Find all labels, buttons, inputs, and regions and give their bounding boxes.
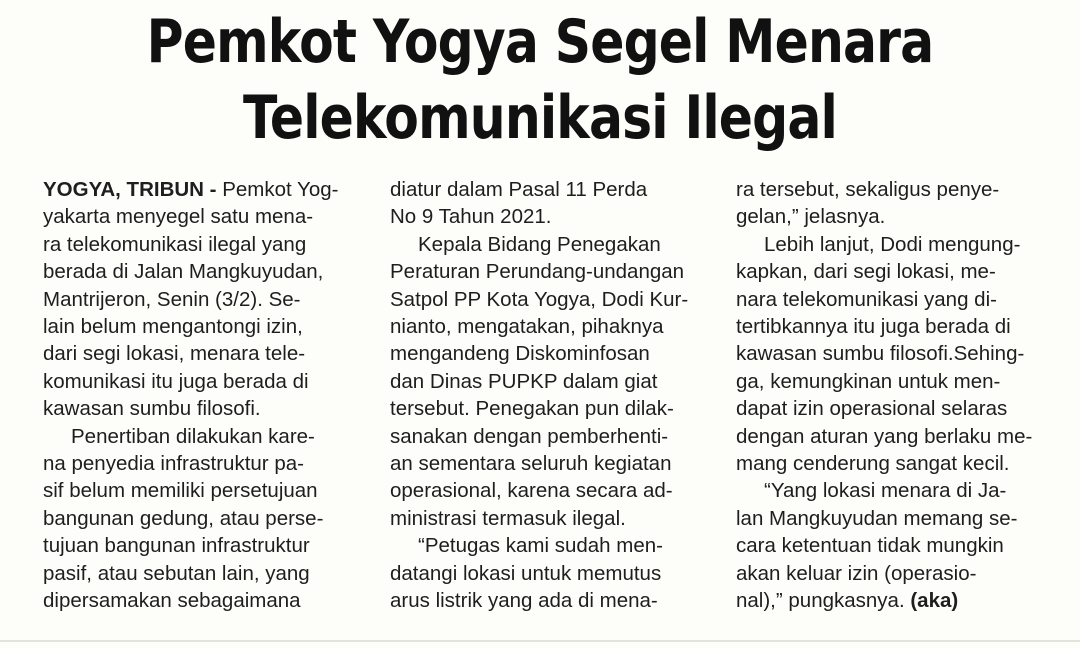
article-line: kapkan, dari segi lokasi, me-: [736, 260, 996, 284]
article-line: dan Dinas PUPKP dalam giat: [390, 369, 658, 393]
article-line: diatur dalam Pasal 11 Perda: [390, 178, 648, 201]
article-line: lain belum mengantongi izin,: [43, 315, 303, 339]
author-byline: (aka): [910, 589, 959, 613]
article-line: na penyedia infrastruktur pa-: [43, 452, 304, 476]
article-line-text: Penertiban dilakukan kare-: [71, 424, 315, 448]
article-line: bangunan gedung, atau perse-: [43, 506, 324, 530]
article-line: mengandeng Diskominfosan: [390, 342, 650, 366]
article-line: operasional, karena secara ad-: [390, 479, 673, 503]
article-line: mang cenderung sangat kecil.: [736, 452, 1010, 476]
article-line: tersebut. Penegakan pun dilak-: [390, 397, 674, 421]
article-line: an sementara seluruh kegiatan: [390, 452, 672, 476]
clipping-edge: [0, 640, 1080, 642]
article-line: berada di Jalan Mangkuyudan,: [43, 260, 324, 284]
article-line: ra telekomunikasi ilegal yang: [43, 232, 307, 256]
article-line: kawasan sumbu filosofi.Sehing-: [736, 342, 1025, 366]
article-line: arus listrik yang ada di mena-: [390, 589, 658, 613]
headline-line-1: Pemkot Yogya Segel Menara: [146, 7, 934, 77]
article-line-text: Lebih lanjut, Dodi mengung-: [764, 232, 1021, 256]
article-line: nara telekomunikasi yang di-: [736, 287, 997, 311]
article-line-text: “Yang lokasi menara di Ja-: [764, 479, 1007, 503]
article-line: akan keluar izin (operasio-: [736, 561, 977, 585]
article-line-text: Pemkot Yog-: [216, 178, 339, 201]
article-line: cara ketentuan tidak mungkin: [736, 534, 1004, 558]
article-line: komunikasi itu juga berada di: [43, 369, 309, 393]
article-line: tertibkannya itu juga berada di: [736, 315, 1011, 339]
article-line: dari segi lokasi, menara tele-: [43, 342, 306, 366]
article-line: [736, 231, 1048, 258]
article-line: lan Mangkuyudan memang se-: [736, 506, 1018, 530]
article-line: datangi lokasi untuk memutus: [390, 561, 662, 585]
article-line: [390, 231, 702, 258]
headline-line-2: Telekomunikasi Ilegal: [243, 83, 837, 153]
article-column-3: [736, 176, 1048, 615]
article-line: [736, 477, 1048, 504]
article-line: sif belum memiliki persetujuan: [43, 479, 318, 503]
article-line: Mantrijeron, Senin (3/2). Se-: [43, 287, 301, 311]
article-line: Peraturan Perundang-undangan: [390, 260, 685, 284]
article-line-text: nal),” pungkasnya.: [736, 589, 911, 613]
article-line: [736, 587, 1048, 614]
article-line: sanakan dengan pemberhenti-: [390, 424, 669, 448]
article-line: [43, 176, 355, 203]
article-line: ministrasi termasuk ilegal.: [390, 506, 626, 530]
article-line: yakarta menyegel satu mena-: [43, 205, 314, 229]
article-line: dipersamakan sebagaimana: [43, 589, 301, 613]
article-line: dapat izin operasional selaras: [736, 397, 1008, 421]
article-column-2: [390, 176, 702, 615]
article-line-text: Kepala Bidang Penegakan: [418, 232, 661, 256]
article-line: ga, kemungkinan untuk men-: [736, 369, 1001, 393]
article-line: pasif, atau sebutan lain, yang: [43, 561, 310, 585]
article-line: tujuan bangunan infrastruktur: [43, 534, 310, 558]
article-line: kawasan sumbu filosofi.: [43, 397, 261, 421]
article-line: ra tersebut, sekaligus penye-: [736, 178, 1000, 201]
article-line: [390, 532, 702, 559]
article-line: gelan,” jelasnya.: [736, 205, 886, 229]
article-line: nianto, mengatakan, pihaknya: [390, 315, 664, 339]
article-line: dengan aturan yang berlaku me-: [736, 424, 1033, 448]
article-line: [43, 423, 355, 450]
article-line-text: “Petugas kami sudah men-: [418, 534, 663, 558]
headline: [86, 4, 993, 156]
article-column-1: [43, 176, 355, 615]
article-line: No 9 Tahun 2021.: [390, 205, 552, 229]
dateline: YOGYA, TRIBUN -: [43, 178, 217, 201]
article-line: Satpol PP Kota Yogya, Dodi Kur-: [390, 287, 689, 311]
